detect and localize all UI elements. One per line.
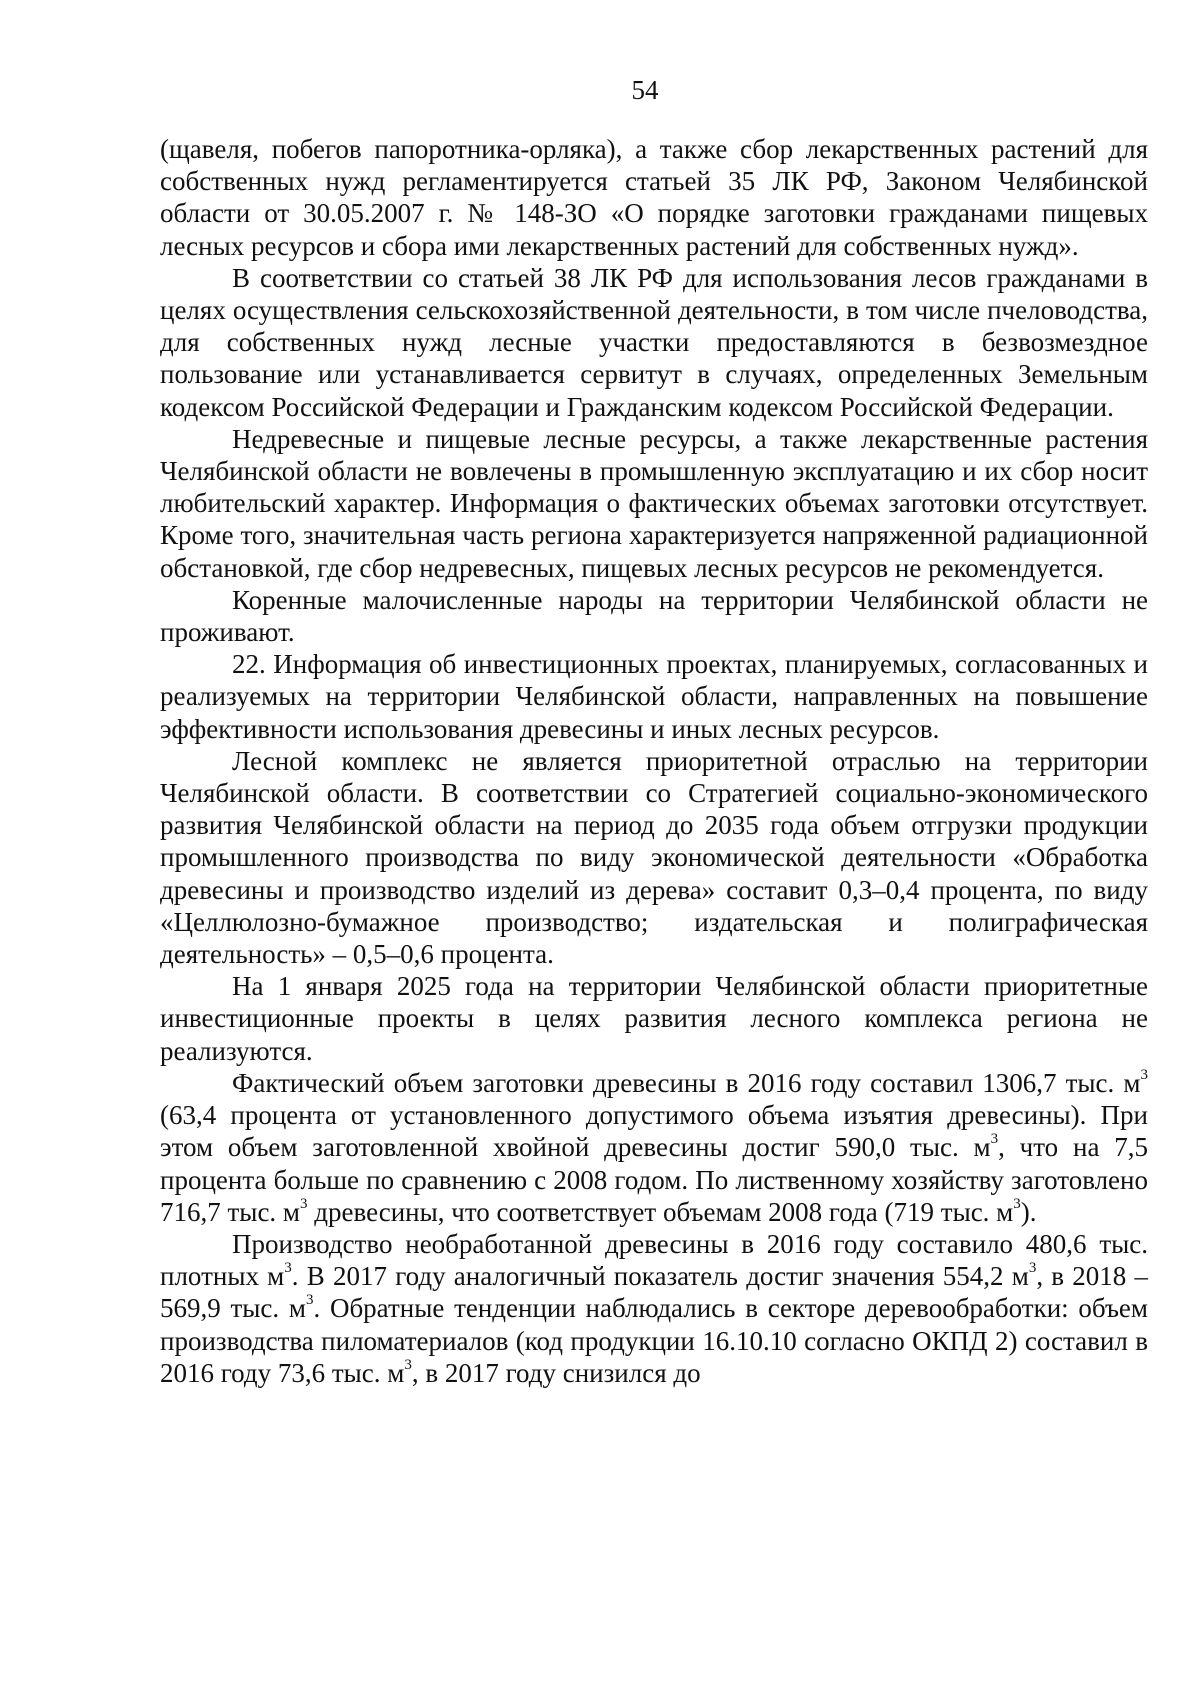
superscript: 3	[1140, 1066, 1148, 1083]
paragraph-text: Недревесные и пищевые лесные ресурсы, а также лекарственные растения Челябинской области не вовлечены в промышленную эксплуатацию и их сбор носит любительский характер. Информация о фактических объемах заготовки отсутствует. Кроме того, значительная часть региона характеризуется напряженной радиационной обстановкой, где сбор недревесных, пищевых лесных ресурсов не рекомендуется.	[160, 423, 1148, 583]
paragraph	[160, 1228, 1148, 1389]
paragraph-text: ).	[1020, 1196, 1037, 1227]
superscript: 3	[404, 1356, 412, 1373]
paragraph	[160, 423, 1148, 584]
paragraph-text: . В 2017 году аналогичный показатель достиг значения 554,2 м	[291, 1261, 1029, 1292]
paragraph-text: На 1 января 2025 года на территории Челябинской области приоритетные инвестиционные проекты в целях развития лесного комплекса региона не реализуются.	[160, 971, 1148, 1066]
paragraph-text: 22. Информация об инвестиционных проектах, планируемых, согласованных и реализуемых на территории Челябинской области, направленных на повышение эффективности использования древесины и иных лесных ресурсов.	[160, 649, 1148, 744]
paragraph-text: Коренные малочисленные народы на территории Челябинской области не проживают.	[160, 584, 1148, 648]
paragraph-text: , что на 7,5 процента больше по сравнению с 2008 годом. По лиственному хозяйству заготовлено 716,7 тыс. м	[160, 1132, 1148, 1227]
superscript: 3	[990, 1131, 999, 1148]
paragraph-text: Производство необработанной древесины в 2016 году составило 480,6 тыс. плотных м	[160, 1228, 1148, 1292]
superscript: 3	[1028, 1260, 1037, 1277]
superscript: 3	[300, 1195, 308, 1212]
paragraph-text: Лесной комплекс не является приоритетной отраслью на территории Челябинской области. В соответствии со Стратегией социально-экономического развития Челябинской области на период до 2035 года объем отгрузки продукции промышленного производства по виду экономической деятельности «Обработка древесины и производство изделий из дерева» составит 0,3–0,4 процента, по виду «Целлюлозно-бумажное производство; издательская и полиграфическая деятельность» – 0,5–0,6 процента.	[160, 745, 1148, 970]
paragraph-text: (63,4 процента от установленного допустимого объема изъятия древесины). При этом объем заготовленной хвойной древесины достиг 590,0 тыс. м	[160, 1100, 1148, 1163]
paragraph	[160, 970, 1148, 1067]
paragraph-text: , в 2018 – 569,9 тыс. м	[160, 1261, 1149, 1324]
paragraph	[160, 648, 1148, 745]
paragraph-text: , в 2017 году снизился до	[411, 1357, 701, 1388]
superscript: 3	[1013, 1195, 1021, 1212]
paragraph	[160, 262, 1148, 423]
paragraph-text: Фактический объем заготовки древесины в 2016 году составил 1306,7 тыс. м	[232, 1067, 1141, 1098]
paragraph	[160, 584, 1148, 648]
paragraph	[160, 745, 1148, 970]
paragraph	[160, 133, 1148, 262]
paragraph-text: В соответствии со статьей 38 ЛК РФ для использования лесов гражданами в целях осуществления сельскохозяйственной деятельности, в том числе пчеловодства, для собственных нужд лесные участки предоставляются в безвозмездное пользование или устанавливается сервитут в случаях, определенных Земельным кодексом Российской Федерации и Гражданским кодексом Российской Федерации.	[160, 262, 1148, 422]
paragraph-text: древесины, что соответствует объемам 2008 года (719 тыс. м	[307, 1196, 1014, 1227]
superscript: 3	[305, 1292, 314, 1309]
document-body	[160, 133, 1148, 1389]
paragraph	[160, 1067, 1148, 1228]
paragraph-text: (щавеля, побегов папоротника-орляка), а также сбор лекарственных растений для собственных нужд регламентируется статьей 35 ЛК РФ, Законом Челябинской области от 30.05.2007 г. № 148-ЗО «О порядке заготовки гражданами пищевых лесных ресурсов и сбора ими лекарственных растений для собственных нужд».	[160, 134, 1148, 261]
superscript: 3	[284, 1260, 292, 1277]
paragraph-text: . Обратные тенденции наблюдались в секторе деревообработки: объем производства пиломатериалов (код продукции 16.10.10 согласно ОКПД 2) составил в 2016 году 73,6 тыс. м	[160, 1293, 1148, 1388]
page-number: 54	[631, 75, 659, 105]
